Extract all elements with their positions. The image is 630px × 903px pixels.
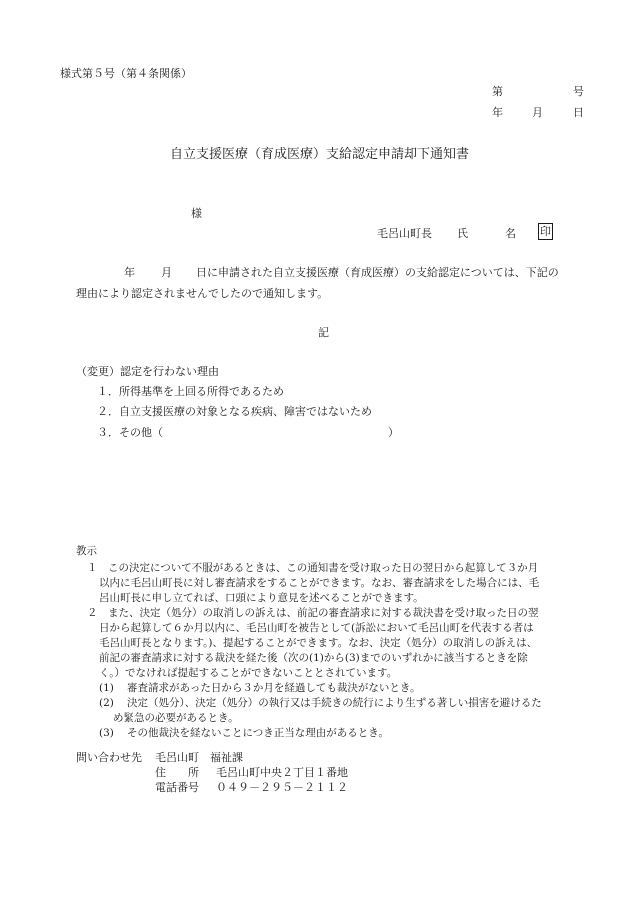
body-line-1: 日に申請された自立支援医療（育成医療）の支給認定については、下記の	[196, 266, 559, 279]
doc-number-prefix: 第	[492, 85, 503, 98]
condition-3	[99, 728, 389, 739]
condition-number: (2)	[99, 697, 114, 709]
reason-number: ３．	[97, 426, 119, 439]
condition-text: その他裁決を経ないことにつき正当な理由があるとき。	[127, 727, 389, 739]
issuer-name-label-1: 氏	[457, 227, 468, 240]
notice-p2-line-1: ２ また、決定（処分）の取消しの訴えは、前記の審査請求に対する裁決書を受け取った日の翌	[87, 607, 539, 619]
notice-heading: 教示	[76, 545, 97, 557]
reason-text: 自立支援医療の対象となる疾病、障害ではないため	[119, 405, 372, 418]
reason-number: ２．	[97, 405, 119, 418]
body-line-2: 理由により認定されませんでしたので通知します。	[76, 287, 329, 300]
notice-p1-line-1: １ この決定について不服があるときは、この通知書を受け取った日の翌日から起算して３か月	[87, 562, 539, 574]
doc-number-suffix: 号	[573, 85, 584, 98]
reason-text: その他（	[119, 426, 163, 439]
condition-2	[99, 698, 542, 709]
date-month: 月	[532, 106, 543, 119]
condition-text: 審査請求があった日から３か月を経過しても裁決がないとき。	[127, 682, 421, 694]
ki-label: 記	[318, 326, 329, 339]
contact-address: 毛呂山町中央２丁目１番地	[216, 766, 348, 779]
notice-p2-line-2: 日から起算して６か月以内に、毛呂山町を被告として(訴訟において毛呂山町を代表する者は	[99, 622, 534, 634]
issuer-name-label-2: 名	[505, 227, 516, 240]
notice-p1-line-3: 呂山町長に申し立てれば、口頭により意見を述べることができます。	[99, 592, 424, 604]
addressee-honorific: 様	[191, 207, 202, 220]
notice-p1-line-2: 以内に毛呂山町長に対し審査請求をすることができます。なお、審査請求をした場合には、毛	[99, 577, 540, 589]
notice-p2-line-5: く。）でなければ提起することができないこととされています。	[99, 667, 398, 679]
reason-text: 所得基準を上回る所得であるため	[119, 385, 284, 398]
contact-phone-label: 電話番号	[155, 781, 199, 794]
condition-number: (1)	[99, 682, 114, 694]
date-year: 年	[492, 106, 503, 119]
condition-2-line-2: め緊急の必要があるとき。	[113, 712, 239, 724]
reason-item-2	[97, 406, 372, 417]
body-date-month: 月	[161, 266, 172, 279]
reason-item-3	[97, 427, 163, 438]
contact-address-label: 住 所	[155, 766, 199, 779]
reasons-heading: （変更）認定を行わない理由	[76, 365, 219, 378]
form-label: 様式第５号（第４条関係）	[60, 67, 192, 80]
contact-department: 毛呂山町 福祉課	[155, 751, 243, 764]
condition-1	[99, 683, 420, 694]
document-title: 自立支援医療（育成医療）支給認定申請却下通知書	[170, 147, 470, 162]
seal-box: 印	[540, 225, 551, 238]
reason-item-1	[97, 386, 284, 397]
condition-number: (3)	[99, 727, 114, 739]
reason-item-3-close-paren: ）	[388, 426, 399, 439]
notice-p2-line-4: 前記の審査請求に対する裁決を経た後（次の(1)から(3)までのいずれかに該当するときを除	[99, 652, 528, 664]
reason-number: １．	[97, 385, 119, 398]
seal-mark	[536, 226, 553, 237]
contact-phone: ０４９－２９５－２１１２	[216, 781, 348, 794]
issuer-office: 毛呂山町長	[377, 227, 432, 240]
body-date-year: 年	[124, 266, 135, 279]
notice-p2-line-3: 毛呂山町長となります。)、提起することができます。なお、決定（処分）の取消しの訴えは、	[99, 637, 538, 649]
contact-label: 問い合わせ先	[76, 751, 142, 764]
condition-text: 決定（処分）、決定（処分）の執行又は手続きの続行により生ずる著しい損害を避けるた	[127, 697, 542, 709]
date-day: 日	[573, 106, 584, 119]
